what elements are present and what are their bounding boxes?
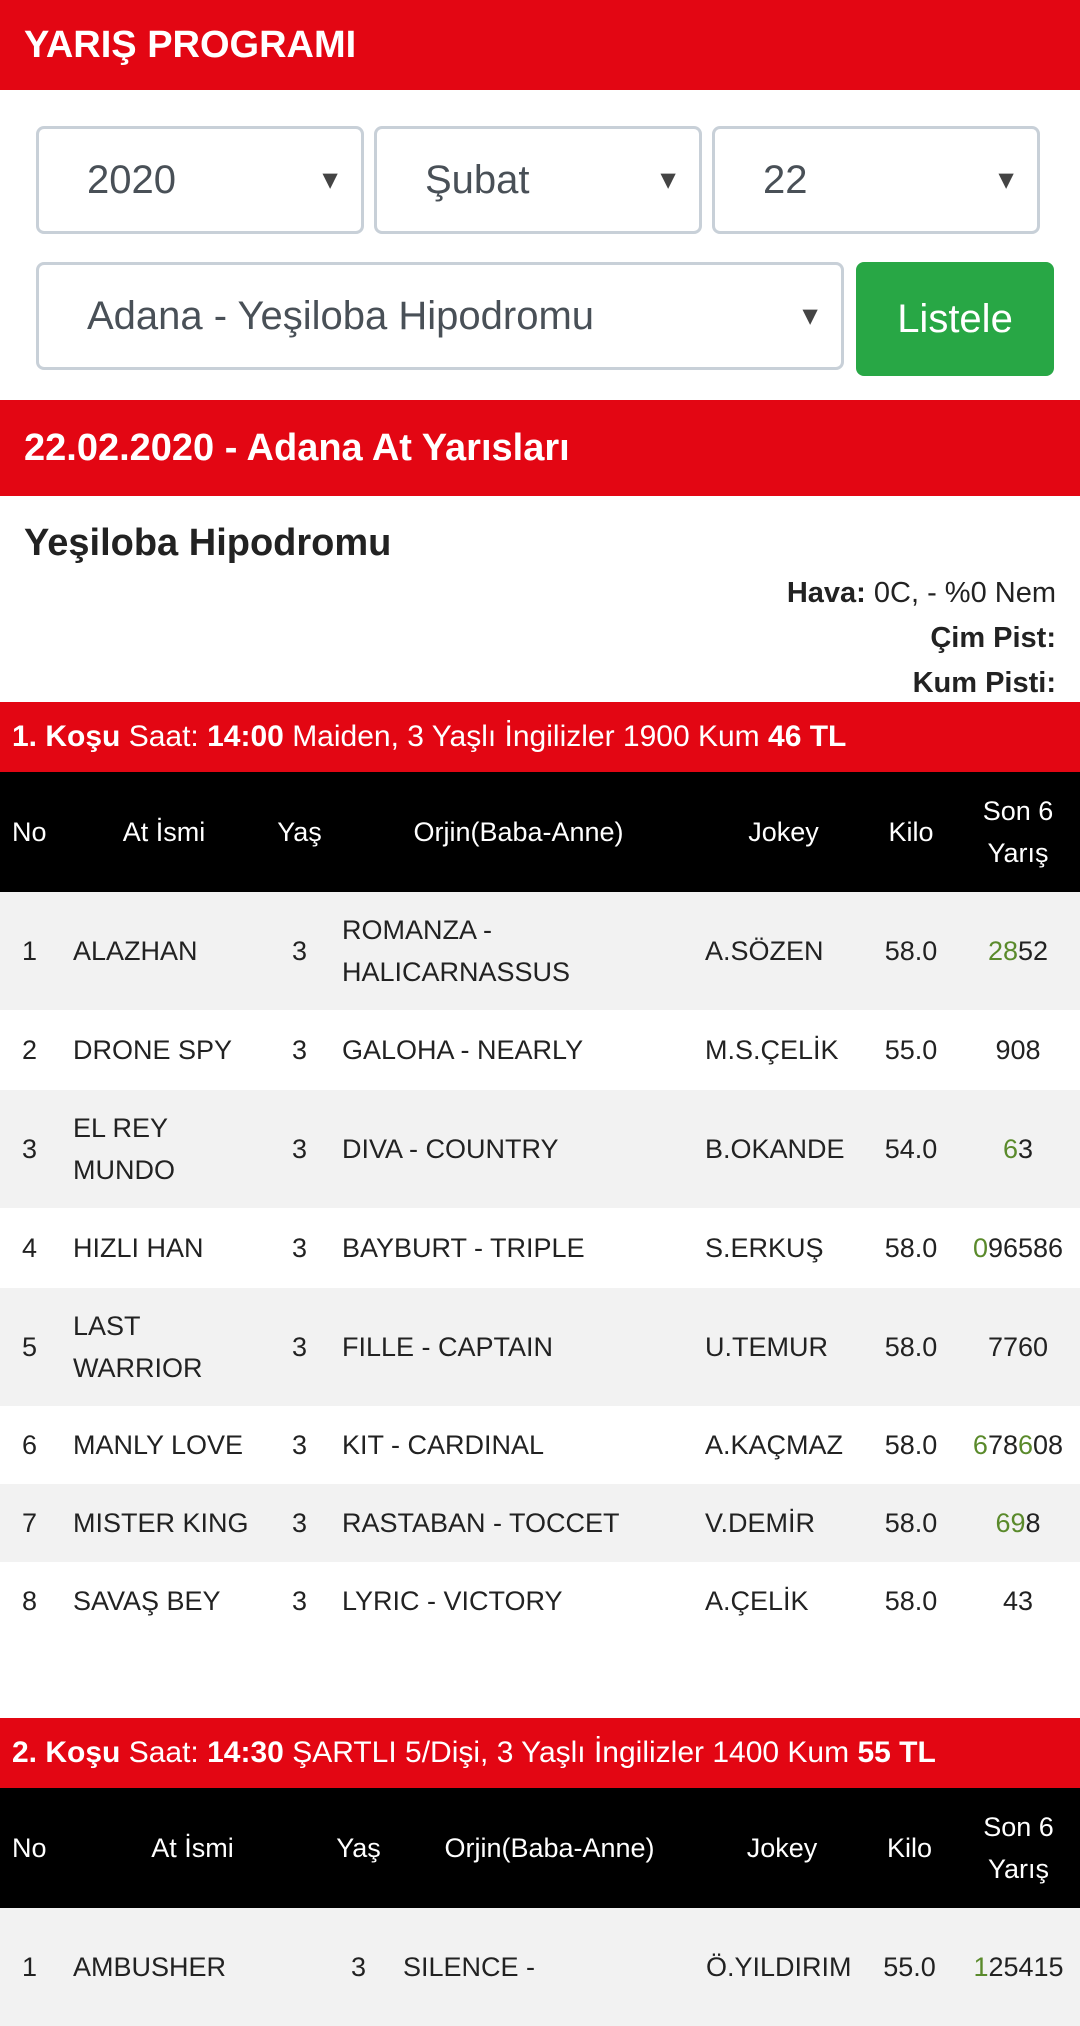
kilo: 58.0	[884, 1332, 938, 1362]
race-time: 14:00	[207, 720, 284, 753]
col-origin: Orjin(Baba-Anne)	[444, 1833, 655, 1863]
sand-track-label: Kum Pisti:	[912, 667, 1056, 699]
last-6-races: 678608	[972, 1430, 1064, 1460]
race-prize: 46 TL	[768, 720, 847, 753]
kilo: 55.0	[883, 1952, 936, 1982]
horse-no: 4	[22, 1233, 38, 1263]
horse-age: 3	[291, 1332, 308, 1362]
chevron-down-icon: ▼	[655, 164, 681, 195]
last-6-races: 63	[1002, 1134, 1034, 1164]
month-value: Şubat	[425, 157, 530, 202]
filter-form	[0, 90, 1080, 376]
jockey: S.ERKUŞ	[705, 1233, 824, 1263]
table-row[interactable]	[0, 1010, 1080, 1090]
race-spacer	[0, 1640, 1080, 1718]
horse-age: 3	[291, 1508, 308, 1538]
last-6-races: 698	[995, 1508, 1041, 1538]
horse-name[interactable]: MANLY LOVE	[73, 1430, 244, 1460]
table-header-row	[0, 1788, 1080, 1908]
horse-name[interactable]: LAST WARRIOR	[73, 1311, 203, 1383]
jockey: M.S.ÇELİK	[705, 1035, 839, 1065]
venue-info-section	[0, 496, 1080, 702]
race-table	[0, 772, 1080, 1640]
horse-age: 3	[291, 1430, 308, 1460]
venue-conditions	[24, 571, 1056, 706]
race-time-label: Saat:	[128, 1736, 199, 1769]
table-row[interactable]	[0, 892, 1080, 1010]
kilo: 58.0	[884, 936, 938, 966]
venue-value: Adana - Yeşiloba Hipodromu	[87, 293, 595, 338]
horse-name[interactable]: MISTER KING	[73, 1508, 249, 1538]
horse-name[interactable]: EL REY MUNDO	[73, 1113, 175, 1185]
horse-age: 3	[291, 1035, 308, 1065]
jockey: V.DEMİR	[705, 1508, 816, 1538]
horse-name[interactable]: AMBUSHER	[73, 1952, 227, 1982]
venue-select[interactable]	[36, 262, 844, 370]
jockey: B.OKANDE	[705, 1134, 845, 1164]
col-age: Yaş	[336, 1833, 381, 1863]
day-select[interactable]	[712, 126, 1040, 234]
kilo: 58.0	[884, 1508, 938, 1538]
jockey: A.ÇELİK	[705, 1586, 809, 1616]
chevron-down-icon: ▼	[797, 300, 823, 331]
horse-origin: DIVA - COUNTRY	[342, 1134, 559, 1164]
col-jockey: Jokey	[746, 1833, 818, 1863]
last-6-races: 125415	[973, 1952, 1064, 1982]
table-row[interactable]	[0, 1208, 1080, 1288]
horse-age: 3	[291, 936, 308, 966]
horse-age: 3	[291, 1586, 308, 1616]
horse-no: 2	[22, 1035, 38, 1065]
table-row[interactable]	[0, 1908, 1080, 2026]
app-header	[0, 0, 1080, 90]
jockey: A.SÖZEN	[705, 936, 824, 966]
horse-origin: KIT - CARDINAL	[342, 1430, 545, 1460]
race-number: 2. Koşu	[12, 1736, 121, 1769]
jockey: U.TEMUR	[705, 1332, 828, 1362]
grass-track-label: Çim Pist:	[930, 622, 1056, 654]
col-name: At İsmi	[151, 1833, 234, 1863]
horse-no: 5	[22, 1332, 38, 1362]
jockey: Ö.YILDIRIM	[706, 1952, 852, 1982]
kilo: 58.0	[884, 1586, 938, 1616]
horse-no: 6	[22, 1430, 38, 1460]
table-row[interactable]	[0, 1090, 1080, 1208]
kilo: 55.0	[884, 1035, 938, 1065]
horse-origin: FILLE - CAPTAIN	[342, 1332, 554, 1362]
horse-origin: ROMANZA - HALICARNASSUS	[342, 915, 571, 987]
horse-origin: RASTABAN - TOCCET	[342, 1508, 620, 1538]
last-6-races: 908	[995, 1035, 1041, 1065]
horse-age: 3	[350, 1952, 367, 1982]
kilo: 58.0	[884, 1233, 938, 1263]
table-row[interactable]	[0, 1288, 1080, 1406]
race-time-label: Saat:	[128, 720, 199, 753]
col-age: Yaş	[277, 817, 322, 847]
year-value: 2020	[87, 157, 176, 202]
col-origin: Orjin(Baba-Anne)	[413, 817, 624, 847]
col-kilo: Kilo	[886, 1833, 933, 1863]
col-last6: Son 6 Yarış	[982, 796, 1054, 868]
col-last6: Son 6 Yarış	[983, 1812, 1054, 1884]
day-value: 22	[763, 157, 808, 202]
race-day-title: 22.02.2020 - Adana At Yarısları	[24, 426, 570, 469]
jockey: A.KAÇMAZ	[705, 1430, 844, 1460]
horse-no: 8	[22, 1586, 38, 1616]
chevron-down-icon: ▼	[317, 164, 343, 195]
horse-age: 3	[291, 1134, 308, 1164]
horse-age: 3	[291, 1233, 308, 1263]
horse-no: 7	[22, 1508, 38, 1538]
kilo: 58.0	[884, 1430, 938, 1460]
horse-no: 1	[22, 936, 38, 966]
race-header	[0, 702, 1080, 772]
last-6-races: 7760	[987, 1332, 1049, 1362]
weather-label: Hava:	[786, 577, 866, 609]
horse-origin: BAYBURT - TRIPLE	[342, 1233, 585, 1263]
col-name: At İsmi	[122, 817, 206, 847]
list-button[interactable]: Listele	[856, 262, 1054, 376]
last-6-races: 096586	[972, 1233, 1064, 1263]
race-number: 1. Koşu	[12, 720, 121, 753]
col-kilo: Kilo	[888, 817, 934, 847]
race-time: 14:30	[207, 1736, 284, 1769]
race-prize: 55 TL	[857, 1736, 936, 1769]
horse-name[interactable]: SAVAŞ BEY	[73, 1586, 221, 1616]
table-row[interactable]	[0, 1562, 1080, 1640]
horse-origin: LYRIC - VICTORY	[342, 1586, 563, 1616]
horse-name[interactable]: HIZLI HAN	[73, 1233, 204, 1263]
race-day-banner	[0, 400, 1080, 496]
horse-origin: SILENCE -	[403, 1952, 536, 1982]
col-no: No	[12, 817, 47, 847]
table-row[interactable]	[0, 1484, 1080, 1562]
horse-no: 3	[22, 1134, 38, 1164]
horse-origin: GALOHA - NEARLY	[342, 1035, 584, 1065]
table-header-row	[0, 772, 1080, 892]
month-select[interactable]	[374, 126, 702, 234]
col-jockey: Jokey	[748, 817, 819, 847]
race-description: ŞARTLI 5/Dişi, 3 Yaşlı İngilizler 1400 Kum	[292, 1736, 850, 1769]
last-6-races: 43	[1002, 1586, 1034, 1616]
table-row[interactable]	[0, 1406, 1080, 1484]
race-table	[0, 1788, 1080, 2026]
horse-name[interactable]: ALAZHAN	[73, 936, 198, 966]
weather-value: 0C, - %0 Nem	[873, 577, 1056, 609]
horse-no: 1	[22, 1952, 38, 1982]
venue-name: Yeşiloba Hipodromu	[24, 522, 392, 564]
kilo: 54.0	[884, 1134, 938, 1164]
col-no: No	[12, 1833, 47, 1863]
race-header	[0, 1718, 1080, 1788]
race-description: Maiden, 3 Yaşlı İngilizler 1900 Kum	[292, 720, 760, 753]
page-title: YARIŞ PROGRAMI	[24, 23, 357, 66]
chevron-down-icon: ▼	[993, 164, 1019, 195]
horse-name[interactable]: DRONE SPY	[73, 1035, 233, 1065]
last-6-races: 2852	[987, 936, 1049, 966]
year-select[interactable]	[36, 126, 364, 234]
